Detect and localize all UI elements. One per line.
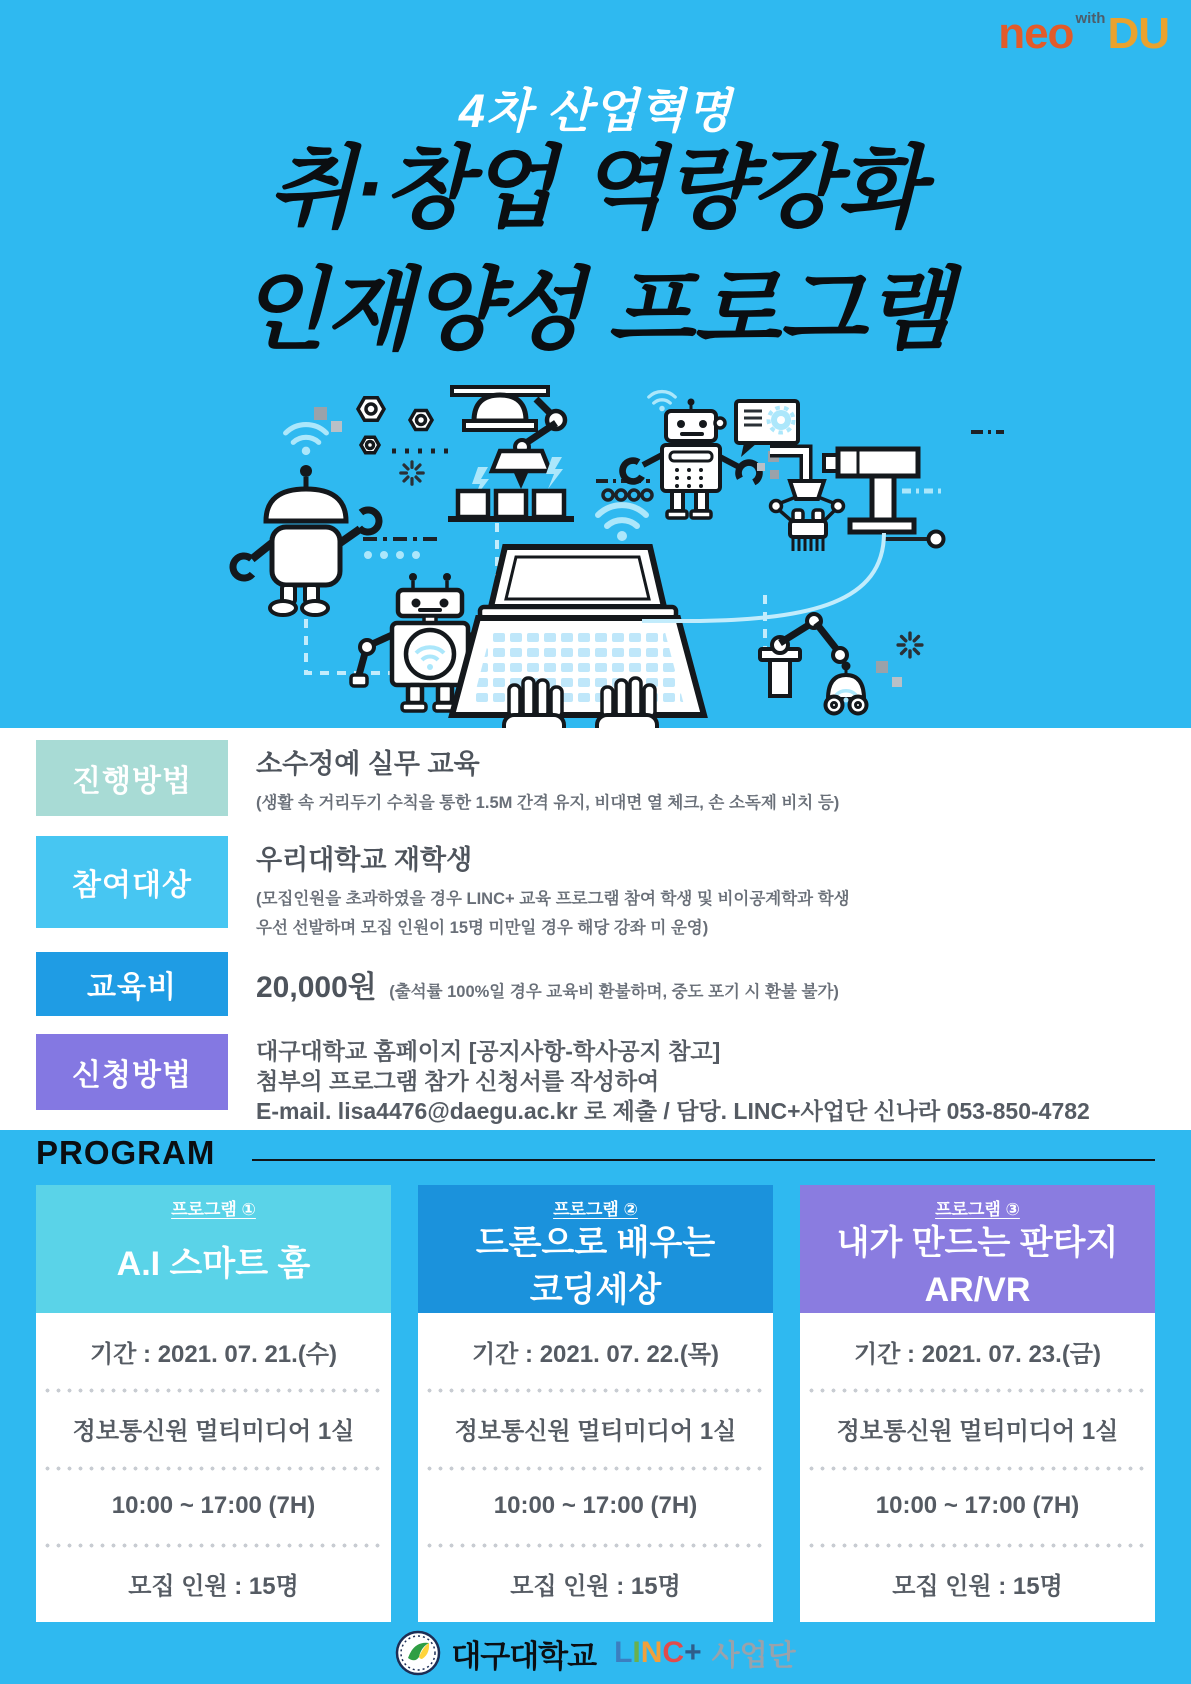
footer <box>0 1622 1191 1684</box>
card-3-header <box>800 1185 1155 1313</box>
daegu-university-emblem-icon <box>395 1630 441 1676</box>
card-1-capacity: 모집 인원 : 15명 <box>36 1545 391 1622</box>
card-3-title-line1: 내가 만드는 판타지 <box>836 1224 1119 1262</box>
card-1-time: 10:00 ~ 17:00 (7H) <box>36 1468 391 1545</box>
card-2-place: 정보통신원 멀티미디어 1실 <box>418 1390 773 1467</box>
card-1-body <box>36 1313 391 1622</box>
fee-line <box>256 962 839 1006</box>
card-2-header <box>418 1185 773 1313</box>
target-title: 우리대학교 재학생 <box>256 845 473 875</box>
linc-letter-l: L <box>614 1636 633 1669</box>
info-label-apply: 신청방법 <box>36 1034 228 1110</box>
info-content-apply <box>256 1034 1090 1124</box>
card-2-title <box>476 1220 715 1318</box>
apply-line-3: E-mail. lisa4476@daegu.ac.kr 로 제출 / 담당. LINC+사업단 신나라 053-850-4782 <box>256 1098 1090 1124</box>
card-2-title-line2: 코딩세상 <box>529 1270 662 1309</box>
wifi-icon <box>598 505 646 541</box>
page-title-line1: 취·창업 역량강화 <box>268 139 923 239</box>
info-row-target <box>36 836 1155 937</box>
method-title: 소수정예 실무 교육 <box>256 749 480 779</box>
target-note-1: (모집인원을 초과하였을 경우 LINC+ 교육 프로그램 참여 학생 및 비이공계학과 학생 <box>256 890 850 908</box>
footer-university-name: 대구대학교 <box>451 1638 597 1674</box>
linc-plus-sign: + <box>684 1636 702 1669</box>
card-1-badge: 프로그램 ① <box>171 1200 256 1219</box>
linc-letter-n: N <box>640 1636 663 1669</box>
card-3-title <box>837 1220 1119 1318</box>
card-1-place: 정보통신원 멀티미디어 1실 <box>36 1390 391 1467</box>
fee-amount: 20,000원 <box>256 971 377 1004</box>
speech-bubble-gear-icon <box>736 401 798 479</box>
info-row-apply <box>36 1034 1155 1124</box>
card-2-title-line1: 드론으로 배우는 <box>475 1224 716 1262</box>
fee-note: (출석률 100%일 경우 교육비 환불하며, 중도 포기 시 환불 불가) <box>389 983 839 1001</box>
signal-dots-icon <box>596 481 652 541</box>
program-card-3 <box>800 1185 1155 1622</box>
method-note: (생활 속 거리두기 수칙을 통한 1.5M 간격 유지, 비대면 열 체크, 손 소독제 비치 등) <box>256 794 840 812</box>
neo-with-du-logo <box>998 9 1169 58</box>
brand-neo: neo <box>998 9 1074 58</box>
info-content-method <box>256 740 839 816</box>
brand-du: DU <box>1107 9 1169 58</box>
program-section-heading: PROGRAM <box>36 1134 216 1171</box>
program-kicker: 4차 산업혁명 <box>458 84 733 137</box>
card-2-period: 기간 : 2021. 07. 22.(목) <box>472 1341 719 1369</box>
robot-arm-rover-icon <box>760 614 902 714</box>
info-content-target <box>256 836 850 937</box>
info-panel <box>0 728 1191 1130</box>
card-3-period: 기간 : 2021. 07. 23.(금) <box>854 1341 1101 1369</box>
info-label-fee: 교육비 <box>36 952 228 1016</box>
laptop-icon <box>452 547 704 715</box>
card-1-period: 기간 : 2021. 07. 21.(수) <box>90 1341 337 1369</box>
program-card-1 <box>36 1185 391 1622</box>
program-cards <box>36 1185 1155 1622</box>
card-3-body <box>800 1313 1155 1622</box>
brand-with: with <box>1075 10 1106 27</box>
card-2-badge: 프로그램 ② <box>553 1200 638 1219</box>
info-row-method <box>36 740 1155 816</box>
spark-icon <box>401 462 423 484</box>
apply-line-1: 대구대학교 홈페이지 [공지사항-학사공지 참고] <box>256 1038 721 1064</box>
info-row-fee <box>36 952 1155 1016</box>
footer-org-suffix: 사업단 <box>711 1639 796 1672</box>
industry-4-illustration <box>0 363 1191 728</box>
card-1-title-line1: A.I 스마트 홈 <box>116 1245 311 1284</box>
card-1-header <box>36 1185 391 1313</box>
target-note-2: 우선 선발하며 모집 인원이 15명 미만일 경우 해당 강좌 미 운영) <box>256 919 709 937</box>
apply-line-2: 첨부의 프로그램 참가 신청서를 작성하여 <box>256 1068 660 1094</box>
linc-plus-logo <box>614 1636 702 1670</box>
card-3-capacity: 모집 인원 : 15명 <box>800 1545 1155 1622</box>
card-3-time: 10:00 ~ 17:00 (7H) <box>800 1468 1155 1545</box>
card-3-title-line2: AR/VR <box>924 1270 1031 1309</box>
wifi-icon <box>649 392 675 412</box>
hex-nut-icon <box>358 398 432 453</box>
linc-letter-i: I <box>632 1636 641 1669</box>
signal-dots-icon <box>363 539 437 559</box>
info-content-fee <box>256 952 839 1016</box>
card-2-capacity: 모집 인원 : 15명 <box>418 1545 773 1622</box>
program-card-2 <box>418 1185 773 1622</box>
page-title <box>0 128 1191 372</box>
card-2-time: 10:00 ~ 17:00 (7H) <box>418 1468 773 1545</box>
linc-letter-c: C <box>662 1636 685 1669</box>
program-heading-rule <box>252 1159 1155 1161</box>
info-label-target: 참여대상 <box>36 836 228 928</box>
card-2-body <box>418 1313 773 1622</box>
card-3-badge: 프로그램 ③ <box>935 1200 1020 1219</box>
spark-icon <box>898 633 922 657</box>
card-1-title <box>117 1220 311 1313</box>
camera-arm-icon <box>452 387 565 499</box>
info-label-method: 진행방법 <box>36 740 228 816</box>
card-3-place: 정보통신원 멀티미디어 1실 <box>800 1390 1155 1467</box>
wifi-icon <box>286 425 327 456</box>
page-title-line2: 인재양성 프로그램 <box>239 261 952 361</box>
